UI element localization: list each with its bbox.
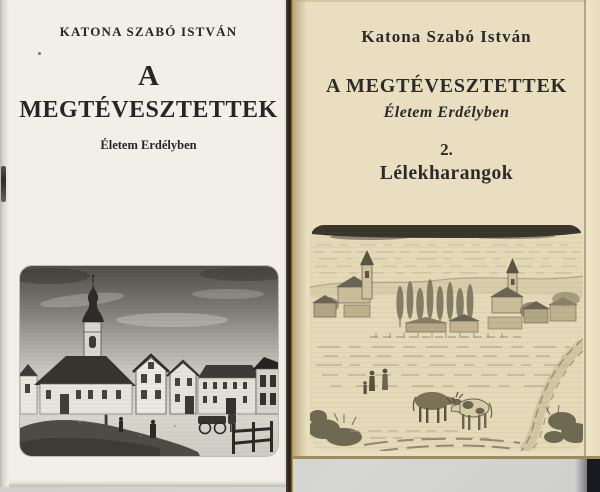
right-book-top-edge bbox=[293, 0, 600, 2]
right-book-title: A MEGTÉVESZTETTEK bbox=[326, 75, 567, 97]
right-book-author: Katona Szabó István bbox=[361, 27, 532, 46]
left-book-subtitle: Életem Erdélyben bbox=[100, 138, 197, 152]
corner-shadow bbox=[575, 455, 587, 492]
book-right-cover bbox=[293, 0, 600, 459]
book-left-cover bbox=[0, 0, 287, 487]
right-book-subtitle: Életem Erdélyben bbox=[383, 104, 510, 121]
right-book-page-edges bbox=[586, 0, 600, 456]
right-book-left-shade bbox=[293, 0, 307, 456]
left-book-spine-edge bbox=[0, 0, 9, 487]
dark-corner-object bbox=[587, 455, 600, 492]
paper-speck bbox=[38, 52, 41, 55]
right-book-volume-title: Lélekharangok bbox=[379, 163, 514, 184]
left-book-staple-mark bbox=[1, 166, 6, 202]
background-strip bbox=[0, 487, 286, 492]
books-gap-shadow bbox=[286, 0, 293, 492]
left-book-title: MEGTÉVESZTETTEK bbox=[19, 97, 278, 123]
town-square-engraving bbox=[20, 266, 278, 456]
village-meadow-engraving bbox=[310, 225, 583, 451]
left-book-author: KATONA SZABÓ ISTVÁN bbox=[59, 24, 238, 39]
left-book-title-article: A bbox=[138, 60, 159, 92]
right-book-volume-number: 2. bbox=[440, 140, 453, 159]
